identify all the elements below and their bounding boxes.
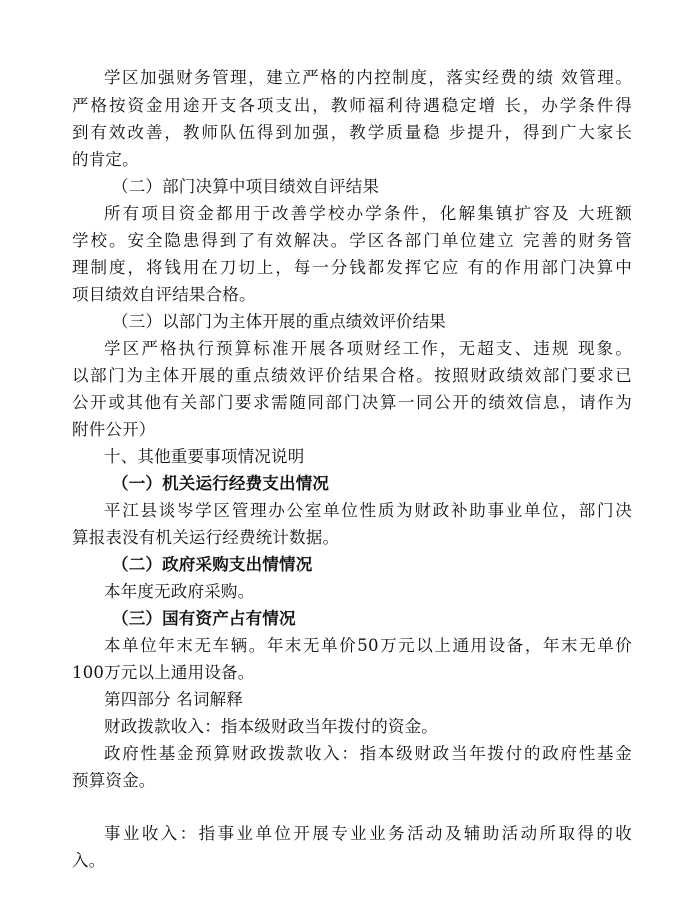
section-ten-heading-3: （三）国有资产占有情况: [112, 609, 296, 628]
perf-para-3-line-1: 学区严格执行预算标准开展各项财经工作，无超支、违规 现象。: [104, 339, 632, 358]
perf-para-1-line-2: 严格按资金用途开支各项支出，教师福利待遇稳定增 长，办学条件得: [72, 96, 632, 115]
term-fiscal-appropriation: 财政拨款收入：指本级财政当年拨付的资金。: [104, 717, 438, 736]
perf-para-2-line-2: 学校。安全隐患得到了有效解决。学区各部门单位建立 完善的财务管: [72, 231, 632, 250]
perf-para-1-line-4: 的肯定。: [72, 150, 139, 169]
term-business-income-line-2: 入。: [72, 851, 106, 870]
term-business-income-line-1: 事业收入：指事业单位开展专业业务活动及辅助活动所取得的收: [104, 824, 632, 843]
perf-para-2-line-4: 项目绩效自评结果合格。: [72, 285, 256, 304]
section-ten-para-2: 本年度无政府采购。: [104, 582, 255, 601]
perf-para-1-line-3: 到有效改善，教师队伍得到加强，教学质量稳 步提升，得到广大家长: [72, 123, 632, 142]
perf-heading-3: （三）以部门为主体开展的重点绩效评价结果: [112, 312, 446, 331]
perf-heading-2: （二）部门决算中项目绩效自评结果: [112, 177, 380, 196]
perf-para-3-line-4: 附件公开）: [72, 420, 156, 439]
section-ten-heading-2: （二）政府采购支出情情况: [112, 555, 313, 574]
term-gov-fund-line-1: 政府性基金预算财政拨款收入：指本级财政当年拨付的政府性基金: [104, 744, 632, 763]
section-ten-heading-1: （一）机关运行经费支出情况: [112, 474, 330, 493]
section-ten-para-3-line-2: 100万元以上通用设备。: [72, 663, 255, 682]
term-gov-fund-line-2: 预算资金。: [72, 771, 156, 790]
section-ten-para-1-line-2: 算报表没有机关运行经费统计数据。: [72, 528, 340, 547]
perf-para-3-line-2: 以部门为主体开展的重点绩效评价结果合格。按照财政绩效部门要求已: [72, 366, 632, 385]
section-ten-para-3-line-1: 本单位年末无车辆。年末无单价50万元以上通用设备，年末无单价: [104, 636, 632, 655]
perf-para-2-line-1: 所有项目资金都用于改善学校办学条件，化解集镇扩容及 大班额: [104, 204, 632, 223]
section-ten-title: 十、其他重要事项情况说明: [104, 447, 305, 466]
part-four-title: 第四部分 名词解释: [104, 690, 244, 709]
section-ten-para-1-line-1: 平江县谈岑学区管理办公室单位性质为财政补助事业单位，部门决: [104, 501, 632, 520]
perf-para-2-line-3: 理制度，将钱用在刀切上，每一分钱都发挥它应 有的作用部门决算中: [72, 258, 632, 277]
perf-para-1-line-1: 学区加强财务管理，建立严格的内控制度，落实经费的绩 效管理。: [104, 68, 632, 87]
perf-para-3-line-3: 公开或其他有关部门要求需随同部门决算一同公开的绩效信息，请作为: [72, 393, 632, 412]
